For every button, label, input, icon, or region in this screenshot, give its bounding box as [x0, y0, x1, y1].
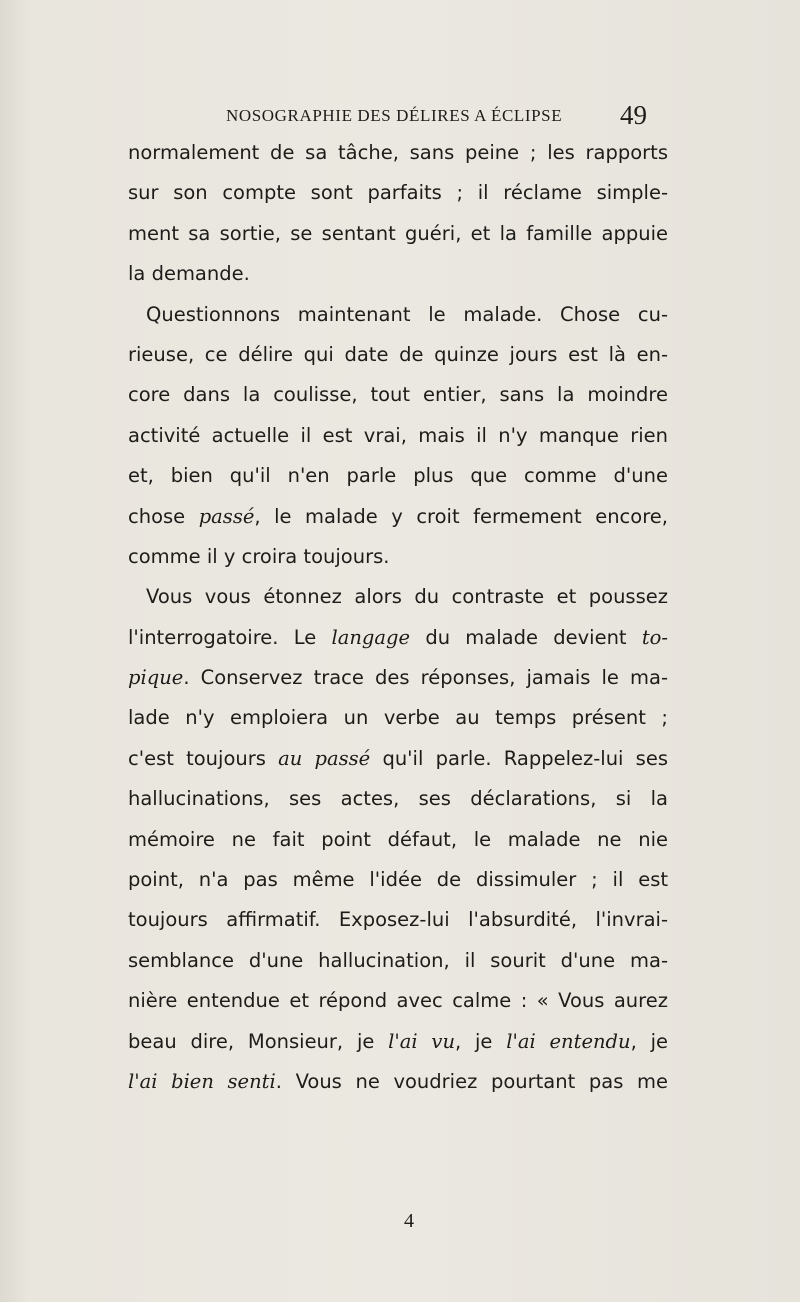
- text-line: toujours affirmatif. Exposez-lui l'absurdité, l'invrai-: [128, 908, 668, 932]
- text-line: [128, 658, 668, 698]
- text-run: . Conservez trace des réponses, jamais le ma-: [183, 666, 668, 690]
- page-number: 49: [620, 100, 647, 130]
- text-line: et, bien qu'il n'en parle plus que comme d'une: [128, 464, 668, 488]
- text-line: activité actuelle il est vrai, mais il n'y manque rien: [128, 423, 668, 447]
- text-line: hallucinations, ses actes, ses déclarations, si la: [128, 787, 668, 811]
- text-run: c'est toujours: [128, 746, 266, 770]
- text-line: core dans la coulisse, tout entier, sans la moindre: [128, 383, 668, 407]
- italic-run: l'ai vu: [388, 1029, 456, 1053]
- text-line: nière entendue et répond avec calme : « Vous aurez: [128, 989, 668, 1013]
- italic-run: l'ai entendu: [506, 1029, 631, 1053]
- paragraph-start-line: Vous vous étonnez alors du contraste et poussez: [146, 585, 668, 609]
- text-run: du malade devient: [425, 625, 627, 649]
- signature-mark: 4: [404, 1210, 414, 1232]
- running-title: NOSOGRAPHIE DES DÉLIRES A ÉCLIPSE: [226, 106, 563, 125]
- paragraph-start-line: Questionnons maintenant le malade. Chose cu-: [146, 302, 668, 326]
- text-line: ment sa sortie, se sentant guéri, et la famille appuie: [128, 221, 668, 245]
- text-line: [128, 1022, 668, 1062]
- italic-run: to-: [641, 625, 668, 649]
- text-line: lade n'y emploiera un verbe au temps présent ;: [128, 706, 668, 730]
- italic-run: passé: [198, 504, 255, 528]
- text-run: l'interrogatoire. Le: [128, 625, 317, 649]
- text-run: qu'il parle. Rappelez-lui ses: [382, 746, 668, 770]
- text-run: chose: [128, 504, 186, 528]
- text-line: rieuse, ce délire qui date de quinze jours est là en-: [128, 342, 668, 366]
- text-line: [128, 1062, 668, 1102]
- italic-run: langage: [331, 625, 411, 649]
- text-line: comme il y croira toujours.: [128, 544, 390, 568]
- text-line: la demande.: [128, 262, 250, 286]
- text-run: . Vous ne voudriez pourtant pas me: [275, 1069, 668, 1093]
- text-line: [128, 618, 668, 658]
- body-text: [128, 133, 668, 1102]
- italic-run: au passé: [278, 746, 371, 770]
- italic-run: l'ai bien senti: [128, 1069, 276, 1093]
- text-line: semblance d'une hallucination, il sourit d'une ma-: [128, 948, 668, 972]
- text-run: , le malade y croit fermement encore,: [254, 504, 668, 528]
- text-run: , je: [630, 1029, 669, 1053]
- text-line: [128, 739, 668, 779]
- italic-run: pique: [128, 666, 184, 690]
- text-line: [128, 497, 668, 537]
- text-line: mémoire ne fait point défaut, le malade ne nie: [128, 827, 668, 851]
- text-line: point, n'a pas même l'idée de dissimuler ; il est: [128, 868, 668, 892]
- text-line: sur son compte sont parfaits ; il réclame simple-: [128, 181, 668, 205]
- text-run: , je: [455, 1029, 493, 1053]
- text-line: normalement de sa tâche, sans peine ; les rapports: [128, 141, 668, 164]
- text-run: beau dire, Monsieur, je: [128, 1029, 375, 1053]
